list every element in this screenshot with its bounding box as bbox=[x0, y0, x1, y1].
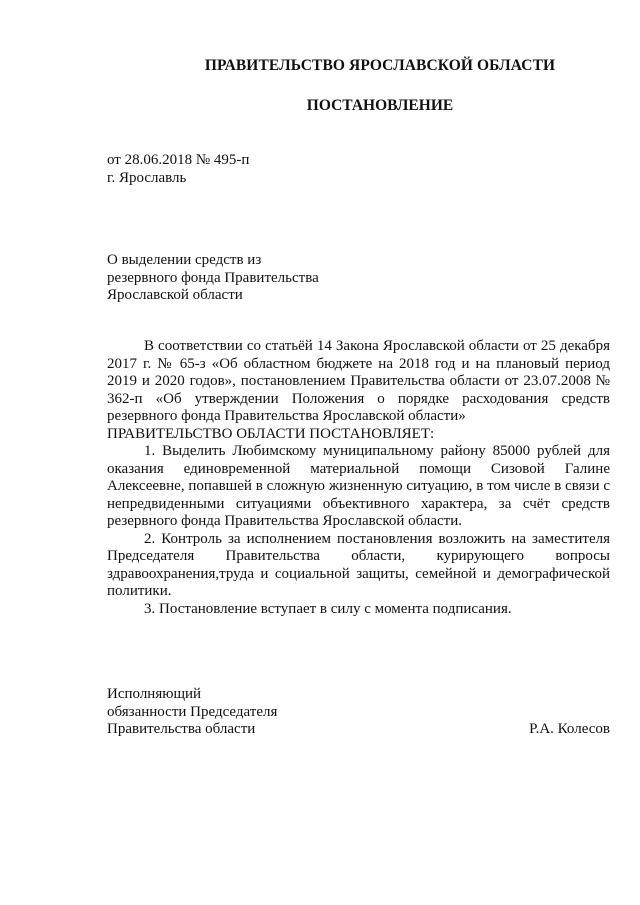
signature-block bbox=[107, 686, 610, 739]
signer-name: Р.А. Колесов bbox=[529, 721, 610, 737]
item-3-paragraph: 3. Постановление вступает в силу с момента подписания. bbox=[144, 600, 512, 617]
document-subject bbox=[107, 252, 407, 305]
document-body bbox=[107, 338, 610, 618]
document-type-title: ПОСТАНОВЛЕНИЕ bbox=[306, 97, 454, 114]
city: г. Ярославль bbox=[107, 169, 187, 186]
document-meta bbox=[107, 152, 407, 187]
date-number: от 28.06.2018 № 495-п bbox=[107, 152, 250, 168]
preamble-paragraph: В соответствии со статьёй 14 Закона Ярославской области от 25 декабря 2017 г. № 65-з «Об областном бюджете на 2018 год и на плановый период 2019 и 2020 годов», постановлением Правительства области от 23.07.2008 № 362-п «Об утверждении Положения о порядке расходования средств резервного фонда Правительства Ярославской области» bbox=[107, 338, 610, 424]
signer-title-line: обязанности Председателя bbox=[107, 703, 278, 720]
subject-line: резервного фонда Правительства bbox=[107, 269, 319, 286]
signer-title-line: Правительства области bbox=[107, 721, 256, 737]
signer-title-row bbox=[107, 721, 610, 739]
subject-line: Ярославской области bbox=[107, 287, 243, 303]
resolves-heading: ПРАВИТЕЛЬСТВО ОБЛАСТИ ПОСТАНОВЛЯЕТ: bbox=[107, 425, 435, 442]
item-1-paragraph: 1. Выделить Любимскому муниципальному району 85000 рублей для оказания единовременной материальной помощи Сизовой Галине Алексеевне, попавшей в сложную жизненную ситуацию, в том числе в связи с непредвиденными ситуациями объективного характера, за счёт средств резервного фонда Правительства Ярославской области. bbox=[107, 443, 610, 529]
government-title: ПРАВИТЕЛЬСТВО ЯРОСЛАВСКОЙ ОБЛАСТИ bbox=[204, 57, 556, 74]
item-2-paragraph: 2. Контроль за исполнением постановления возложить на заместителя Председателя Правительства области, курирующего вопросы здравоохранения,труда и социальной защиты, семейной и демографической политики. bbox=[107, 530, 610, 599]
signer-title-line: Исполняющий bbox=[107, 686, 202, 702]
subject-line: О выделении средств из bbox=[107, 252, 262, 268]
